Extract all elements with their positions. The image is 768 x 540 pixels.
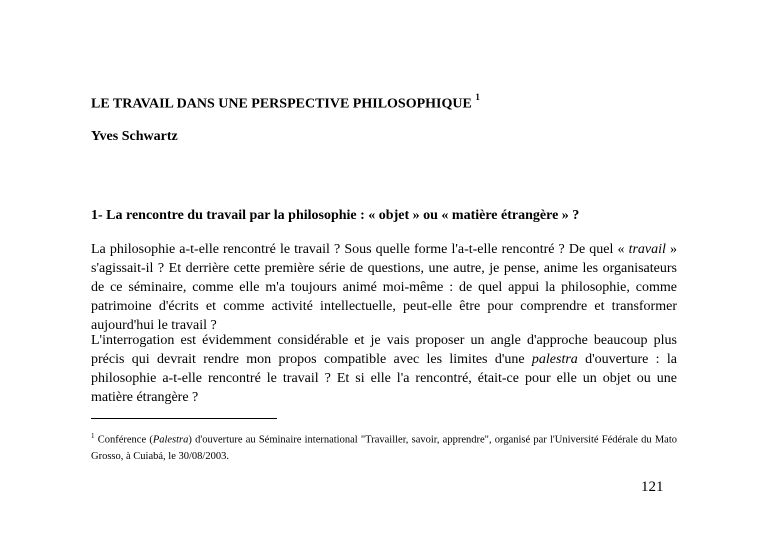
paragraph-2-emphasis: palestra — [531, 352, 578, 367]
paragraph-2-text-a: L'interrogation est évidemment considérable et je vais proposer un angle d'approche beaucoup plus précis qui devrait rendre mon propos compatible avec les limites d'une — [91, 333, 677, 367]
paragraph-1-emphasis: travail — [628, 242, 666, 257]
page-number: 121 — [641, 479, 664, 495]
section-heading: 1- La rencontre du travail par la philosophie : « objet » ou « matière étrangère » ? — [91, 208, 580, 223]
paragraph-1-text-b: » s'agissait-il ? Et derrière cette première série de questions, une autre, je pense, anime les organisateurs de ce séminaire, comme elle m'a toujours animé moi-même : de quel appui la philosophie, comme patrimoine d'écrits et comme activité intellectuelle, peut-elle être pour comprendre et transformer aujourd'hui le travail ? — [91, 242, 677, 333]
paragraph-2-text-b: d'ouverture : la philosophie a-t-elle rencontré le travail ? Et si elle l'a rencontré, était-ce pour elle un objet ou une matière étrangère ? — [91, 352, 677, 405]
title-text: LE TRAVAIL DANS UNE PERSPECTIVE PHILOSOPHIQUE — [91, 96, 472, 112]
footnote-text-a: Conférence ( — [94, 434, 153, 446]
paragraph-1-text-a: La philosophie a-t-elle rencontré le travail ? Sous quelle forme l'a-t-elle rencontré ? De quel « — [91, 242, 629, 257]
paragraph-2 — [91, 331, 677, 407]
footnote-text-b: ) d'ouverture au Séminaire international "Travailler, savoir, apprendre", organisé par l'Université Fédérale du Mato Grosso, à Cuiabá, le 30/08/2003. — [91, 434, 677, 462]
footnote-reference: 1 — [475, 92, 480, 102]
footnote-emphasis: Palestra — [152, 434, 189, 446]
footnote-number: 1 — [91, 432, 95, 440]
author-name: Yves Schwartz — [91, 129, 178, 144]
footnote — [91, 428, 677, 465]
paragraph-1 — [91, 240, 677, 335]
footnote-separator — [91, 418, 277, 419]
document-title — [91, 94, 480, 113]
